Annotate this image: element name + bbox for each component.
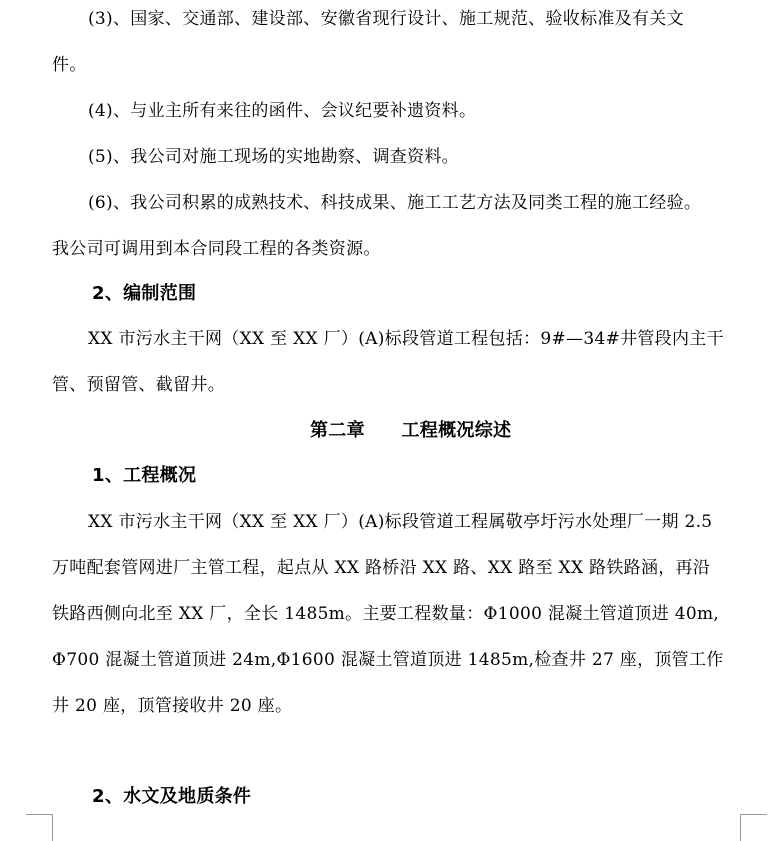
list-item-6-line-2: 我公司可调用到本合同段工程的各类资源。 xyxy=(52,239,381,259)
page-corner-mark-left xyxy=(26,814,53,841)
overview-paragraph-line-3: 铁路西侧向北至 XX 厂，全长 1485m。主要工程数量：Φ1000 混凝土管道顶进 40m, xyxy=(52,604,720,624)
overview-paragraph-line-2: 万吨配套管网进厂主管工程，起点从 XX 路桥沿 XX 路、XX 路至 XX 路铁路涵，再沿 xyxy=(52,558,711,578)
section-heading-overview: 1、工程概况 xyxy=(92,465,197,486)
section-heading-scope: 2、编制范围 xyxy=(92,283,197,304)
overview-paragraph-line-4: Φ700 混凝土管道顶进 24m,Φ1600 混凝土管道顶进 1485m,检查井 27 座，顶管工作 xyxy=(52,650,724,670)
overview-paragraph-line-1: XX 市污水主干网（XX 至 XX 厂）(A)标段管道工程属敬亭圩污水处理厂一期 2.5 xyxy=(88,512,713,532)
scope-paragraph-line-1: XX 市污水主干网（XX 至 XX 厂）(A)标段管道工程包括：9#—34#井管段内主干 xyxy=(88,329,724,349)
list-item-4: (4)、与业主所有来往的函件、会议纪要补遗资料。 xyxy=(88,101,477,121)
section-heading-hydrology: 2、水文及地质条件 xyxy=(92,786,252,807)
list-item-5: (5)、我公司对施工现场的实地勘察、调查资料。 xyxy=(88,147,459,167)
list-item-3-line-1: (3)、国家、交通部、建设部、安徽省现行设计、施工规范、验收标准及有关文 xyxy=(88,9,684,29)
scope-paragraph-line-2: 管、预留管、截留井。 xyxy=(52,375,225,395)
page-corner-mark-right xyxy=(740,814,767,841)
overview-paragraph-line-5: 井 20 座，顶管接收井 20 座。 xyxy=(52,696,293,716)
list-item-3-line-2: 件。 xyxy=(52,55,87,75)
list-item-6-line-1: (6)、我公司积累的成熟技术、科技成果、施工工艺方法及同类工程的施工经验。 xyxy=(88,193,702,213)
chapter-title: 第二章 工程概况综述 xyxy=(310,420,512,441)
